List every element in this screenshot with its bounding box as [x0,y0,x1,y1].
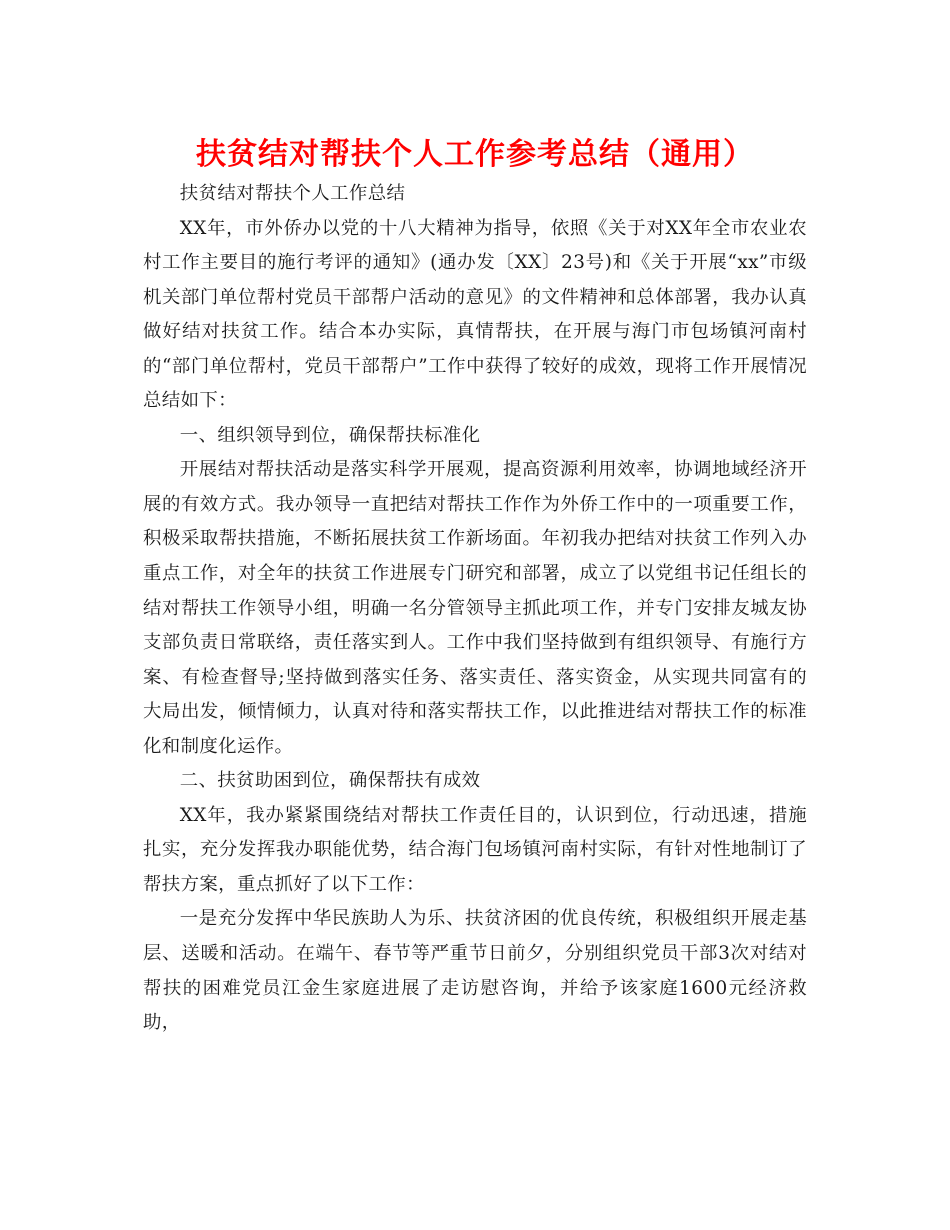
section-2-paragraph: XX年，我办紧紧围绕结对帮扶工作责任目的，认识到位，行动迅速，措施扎实，充分发挥我办职能优势，结合海门包场镇河南村实际，有针对性地制订了帮扶方案，重点抓好了以下工作： [143,804,807,895]
document-body [143,177,807,1041]
section-2-item-1-paragraph: 一是充分发挥中华民族助人为乐、扶贫济困的优良传统，积极组织开展走基层、送暖和活动。在端午、春节等严重节日前夕，分别组织党员干部3次对结对帮扶的困难党员江金生家庭进展了走访慰咨询，并给予该家庭1600元经济救助， [143,908,807,1034]
section-heading-1: 一、组织领导到位，确保帮扶标准化 [179,424,481,446]
subtitle-paragraph: 扶贫结对帮扶个人工作总结 [179,183,406,204]
section-heading-2: 二、扶贫助困到位，确保帮扶有成效 [179,770,481,792]
document-title: 扶贫结对帮扶个人工作参考总结（通用） [196,137,754,172]
intro-paragraph: XX年，市外侨办以党的十八大精神为指导，依照《关于对XX年全市农业农村工作主要目的施行考评的通知》(通办发〔XX〕23号)和《关于开展“xx”市级机关部门单位帮村党员干部帮户活动的意见》的文件精神和总体部署，我办认真做好结对扶贫工作。结合本办实际，真情帮扶，在开展与海门市包场镇河南村的“部门单位帮村，党员干部帮户”工作中获得了较好的成效，现将工作开展情况总结如下： [143,217,807,412]
section-1-paragraph: 开展结对帮扶活动是落实科学开展观，提高资源利用效率，协调地域经济开展的有效方式。我办领导一直把结对帮扶工作作为外侨工作中的一项重要工作，积极采取帮扶措施，不断拓展扶贫工作新场面。年初我办把结对扶贫工作列入办重点工作，对全年的扶贫工作进展专门研究和部署，成立了以党组书记任组长的结对帮扶工作领导小组，明确一名分管领导主抓此项工作，并专门安排友城友协支部负责日常联络，责任落实到人。工作中我们坚持做到有组织领导、有施行方案、有检查督导;坚持做到落实任务、落实责任、落实资金，从实现共同富有的大局出发，倾情倾力，认真对待和落实帮扶工作，以此推进结对帮扶工作的标准化和制度化运作。 [143,459,807,757]
